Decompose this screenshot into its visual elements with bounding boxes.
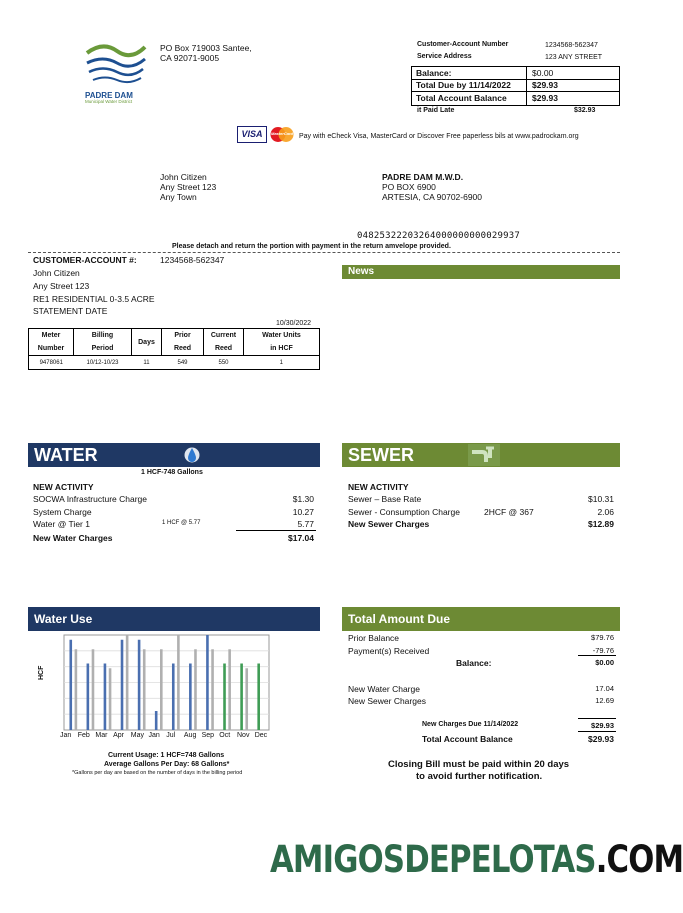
footer-watermark [270,838,683,881]
chart-bar [194,649,197,730]
remit-city: ARTESIA, CA 90702-6900 [382,192,483,202]
header-line: Reed [214,345,233,352]
total-due-row [412,80,619,93]
news-header: News [342,265,620,279]
days: 11 [143,359,150,366]
chart-bar [257,664,260,731]
late-label: it Paid Late [417,107,455,114]
visa-icon: VISA [237,126,267,143]
district-address-line2: CA 92071-9005 [160,53,220,63]
total-due-header: Total Amount Due [342,607,620,631]
sewer-line-rate: 2HCF @ 367 [484,507,534,517]
x-tick-label: May [130,732,145,739]
water-hcf-note: 1 HCF-748 Gallons [141,469,203,476]
x-tick-label: Nov [237,732,250,739]
water-line-rate: 1 HCF @ 5.77 [162,520,201,526]
account-balance: $29.93 [588,734,614,744]
balance-row [412,67,619,80]
chart-x-axis [60,732,272,742]
remit-box: PO BOX 6900 [382,182,436,192]
sewer-title: SEWER [348,445,415,465]
sewer-activity-label: NEW ACTIVITY [348,482,409,492]
sewer-line-value: 2.06 [597,507,614,517]
sewer-total-label: New Sewer Charges [348,519,430,529]
current-read: 550 [218,359,229,366]
chart-bar [160,649,163,730]
header-line: Current [210,332,237,339]
logo-icon [85,43,147,85]
water-line-value: 5.77 [297,519,314,529]
summary-value: $29.93 [532,80,558,91]
chart-bar [228,649,231,730]
sewer-line-label: Sewer – Base Rate [348,494,422,504]
water-title: WATER [34,445,98,465]
current-usage: Current Usage: 1 HCF=748 Gallons [108,752,225,759]
summary-value: $0.00 [532,67,554,78]
x-tick-label: Jan [60,732,72,739]
header-line: Days [138,338,155,346]
header-line: Reed [173,345,192,352]
summary-label: Balance: [412,67,527,79]
chart-bar [155,711,158,730]
water-line-value: 10.27 [292,507,314,517]
chart-bar [245,668,248,730]
logo-name: PADRE DAM [85,91,133,100]
chart-bar [189,664,192,731]
meter-data-row [29,356,320,370]
units-header [244,329,320,356]
detach-note: Please detach and return the portion with payment in the return amvelope provided. [172,243,451,250]
period-header [74,329,132,356]
district-address-line1: PO Box 719003 Santee, [160,43,252,53]
days-header [132,329,162,356]
account-balance-label: Total Account Balance [422,734,513,744]
new-sewer-label: New Sewer Charges [348,696,426,706]
charges-due: $29.93 [591,721,614,730]
closing-note-line1: Closing Bill must be paid within 20 days [388,759,570,770]
meter-header [29,329,74,356]
charges-rule [578,718,616,719]
x-tick-label: Oct [219,732,231,739]
balance-summary-table [411,66,620,106]
payments-label: Payment(s) Received [348,646,430,656]
sewer-total: $12.89 [588,519,614,529]
header-line: in HCF [270,345,293,352]
chart-bar [223,664,226,731]
watermark-main: AMIGOSDEPELOTAS [270,838,596,881]
gallons-note: *Gallons per day are based on the number of days in the billing period [72,770,243,776]
chart-bar [126,635,129,730]
chart-bar [172,664,175,731]
billing-period: 10/12-10/23 [86,359,119,366]
x-tick-label: Jul [166,732,176,739]
water-use-chart [64,635,269,730]
x-tick-label: Mar [95,732,108,739]
customer-street: Any Street 123 [160,182,217,192]
x-tick-label: Dec [254,732,268,739]
water-total-rule [236,530,316,531]
logo-sub: Municipal Water District [85,99,133,104]
prior-balance: $79.76 [591,633,614,642]
summary-label: Total Due by 11/14/2022 [412,80,527,92]
customer-town: Any Town [160,192,197,202]
scanline-number: 04825322203264000000000029937 [357,231,520,241]
water-use-header: Water Use [28,607,320,631]
chart-bar [109,668,112,730]
water-line-label: SOCWA Infrastructure Charge [33,494,148,504]
chart-bar [75,649,78,730]
remit-name: PADRE DAM M.W.D. [382,172,464,182]
water-units: 1 [279,359,283,366]
new-water-amount: 17.04 [595,684,614,693]
stub-account-number: 1234568-562347 [160,255,225,265]
sewer-line-value: $10.31 [588,494,614,504]
stub-rate: RE1 RESIDENTIAL 0-3.5 ACRE [33,294,155,304]
total-rule [578,731,616,732]
water-total: $17.04 [288,533,314,543]
header-line: Water Units [262,332,301,339]
x-tick-label: Feb [77,732,90,739]
chart-bar [177,635,180,730]
x-tick-label: Apr [113,732,124,739]
charges-due-label: New Charges Due 11/14/2022 [422,721,519,728]
header-line: Meter [41,332,61,339]
water-total-label: New Water Charges [33,533,113,543]
balance-amount: $0.00 [595,658,614,667]
late-amount: $32.93 [574,107,596,114]
prior-header [162,329,204,356]
sewer-line-label: Sewer - Consumption Charge [348,507,460,517]
water-line-label: System Charge [33,507,92,517]
closing-note-line2: to avoid further notification. [416,771,543,782]
chart-bar [143,649,146,730]
chart-bar [104,664,107,731]
balance-label: Balance: [456,658,492,668]
header-line: Prior [174,332,191,339]
detach-line [28,252,620,253]
water-activity-label: NEW ACTIVITY [33,482,94,492]
chart-bar [240,664,243,731]
balance-rule [578,655,616,656]
chart-bar [87,664,90,731]
header-line: Billing [91,332,114,339]
mastercard-label: MasterCard [270,131,293,136]
stub-statement-label: STATEMENT DATE [33,306,108,316]
meter-table [28,328,320,370]
water-line-value: $1.30 [292,494,314,504]
pipe-icon [468,444,500,466]
watermark-tld: .COM [595,838,683,881]
new-water-label: New Water Charge [348,684,420,694]
service-address: 123 ANY STREET [545,54,603,61]
prior-balance-label: Prior Balance [348,633,400,643]
stub-account-label: CUSTOMER-ACCOUNT #: [33,255,137,265]
account-number: 1234568-562347 [545,42,598,49]
statement-date: 10/30/2022 [276,320,312,327]
customer-name: John Citizen [160,172,207,182]
summary-value: $29.93 [532,93,558,104]
stub-street: Any Street 123 [33,281,90,291]
water-header [28,443,320,467]
chart-bar [92,649,95,730]
prior-read: 549 [177,359,188,366]
water-drop-icon [184,445,200,465]
new-sewer-amount: 12.69 [595,696,614,705]
average-gallons: Average Gallons Per Day: 68 Gallons* [104,761,230,768]
account-number-label: Customer-Account Number [417,41,509,48]
stub-name: John Citizen [33,268,80,278]
current-header [204,329,244,356]
meter-header-row [29,329,320,356]
chart-bar [138,640,141,730]
chart-bar [211,649,214,730]
x-tick-label: Sep [201,732,215,739]
total-balance-row [412,92,619,105]
x-tick-label: Jan [148,732,160,739]
service-address-label: Service Address [417,53,472,60]
header-line: Period [91,345,114,352]
water-line-label: Water @ Tier 1 [33,519,90,529]
header-line: Number [37,345,65,352]
payment-note: Pay with eCheck Visa, MasterCard or Discover Free paperless bils at www.padrockam.org [299,133,579,140]
chart-ylabel: HCF [38,665,45,680]
payments: -79.76 [592,646,614,655]
chart-bar [121,640,124,730]
chart-bar [69,640,72,730]
x-tick-label: Aug [183,732,197,739]
summary-label: Total Account Balance [412,92,527,105]
chart-bar [206,635,209,730]
meter-number: 9478061 [39,359,63,366]
